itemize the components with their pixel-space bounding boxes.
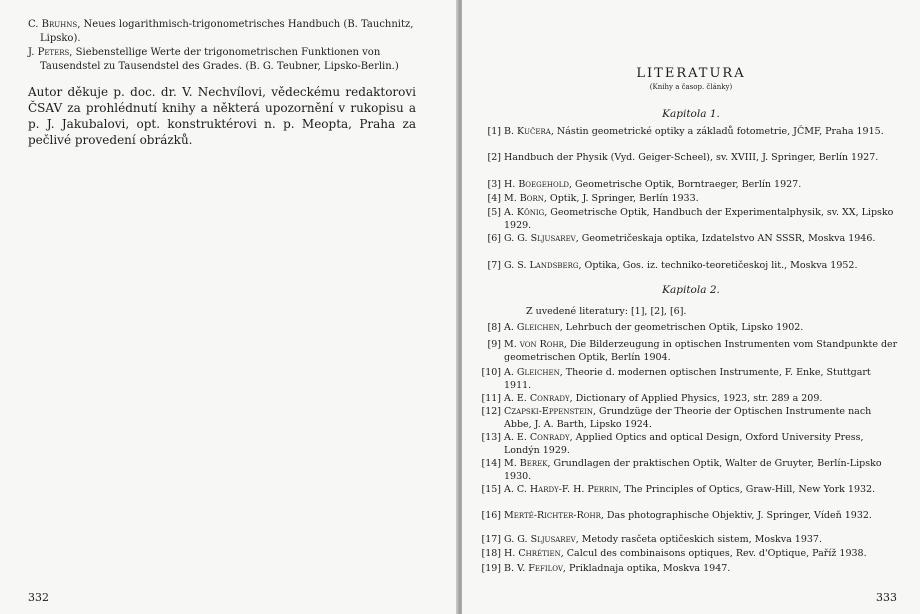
bibliography-item (481, 510, 900, 523)
bibliography-item (487, 322, 900, 335)
item-number: [5] (487, 207, 501, 218)
item-number: [6] (487, 233, 501, 244)
page-number-left: 332 (28, 591, 49, 604)
item-text: , Geometričeskaja optika, Izdatelstvo AN SSSR, Moskva 1946. (575, 233, 876, 244)
item-text: , Geometrische Optik, Handbuch der Experimentalphysik, sv. XX, Lipsko 1929. (504, 207, 894, 231)
bibliography-item (481, 484, 900, 497)
item-author: B. V. Fefilov (504, 563, 563, 574)
item-number: [13] (481, 432, 501, 443)
chapter-2-intro: Z uvedené literatury: [1], [2], [6]. (526, 306, 687, 317)
item-author: G. S. Landsberg (504, 260, 579, 271)
item-number: [4] (487, 193, 501, 204)
page-number-right: 333 (876, 591, 897, 604)
reference-text: , Neues logarithmisch-trigonometrisches Handbuch (B. Tauchnitz, Lipsko). (40, 19, 414, 44)
bibliography-title: LITERATURA (636, 66, 746, 81)
bibliography-item (481, 432, 900, 457)
item-text: , Geometrische Optik, Borntraeger, Berlín 1927. (568, 179, 802, 190)
item-author: M. Berek (504, 458, 548, 469)
item-number: [2] (487, 152, 501, 163)
item-author: A. E. Conrady (504, 393, 570, 404)
item-text: , Die Bilderzeugung in optischen Instrumenten vom Standpunkte der geometrischen Optik, Berlín 1904. (504, 339, 898, 363)
item-number: [8] (487, 322, 501, 333)
item-author: H. Boegehold (504, 179, 569, 190)
item-text: , Dictionary of Applied Physics, 1923, str. 289 a 209. (569, 393, 823, 404)
item-number: [9] (487, 339, 501, 350)
item-text: Handbuch der Physik (Vyd. Geiger-Scheel), sv. XVIII, J. Springer, Berlín 1927. (504, 152, 879, 163)
item-number: [19] (481, 563, 501, 574)
bibliography-item (481, 534, 900, 547)
item-author: A. Gleichen (504, 367, 560, 378)
item-text: , Das photographische Objektiv, J. Springer, Vídeň 1932. (600, 510, 872, 521)
item-text: , Theorie d. modernen optischen Instrumente, F. Enke, Stuttgart 1911. (504, 367, 871, 391)
reference-text: , Siebenstellige Werte der trigonometrischen Funktionen von Tausendstel zu Tausendstel des Grades. (B. G. Teubner, Lipsko-Berlin.) (40, 47, 399, 72)
item-number: [1] (487, 126, 501, 137)
item-author: G. G. Sljusarev (504, 233, 576, 244)
reference-author: J. Peters (28, 47, 70, 58)
item-text: , Nástin geometrické optiky a základů fotometrie, JČMF, Praha 1915. (550, 126, 884, 137)
bibliography-item (481, 563, 900, 576)
item-text: , Metody rasčeta optičeskich sistem, Moskva 1937. (575, 534, 822, 545)
bibliography-item (487, 152, 900, 165)
item-author: A. König (504, 207, 545, 218)
item-text: , Optik, J. Springer, Berlín 1933. (543, 193, 699, 204)
item-number: [14] (481, 458, 501, 469)
item-author: A. E. Conrady (504, 432, 570, 443)
bibliography-item (481, 393, 900, 406)
bibliography-item (487, 260, 900, 273)
item-number: [7] (487, 260, 501, 271)
reference-author: C. Bruhns (28, 19, 78, 30)
item-number: [12] (481, 406, 501, 417)
bibliography-item (487, 179, 900, 192)
item-text: , Grundzüge der Theorie der Optischen Instrumente nach Abbe, J. A. Barth, Lipsko 1924. (504, 406, 872, 430)
item-author: A. Gleichen (504, 322, 560, 333)
item-author: B. Kučera (504, 126, 551, 137)
bibliography-item (481, 548, 900, 561)
item-text: , Applied Optics and optical Design, Oxford University Press, Londýn 1929. (504, 432, 864, 456)
reference-bruhns (28, 18, 428, 46)
item-text: , Grundlagen der praktischen Optik, Walter de Gruyter, Berlín-Lipsko 1930. (504, 458, 882, 482)
item-author: Merté-Richter-Rohr (504, 510, 601, 521)
bibliography-item (481, 367, 900, 392)
item-text: , Prikladnaja optika, Moskva 1947. (562, 563, 731, 574)
item-author: M. von Rohr (504, 339, 564, 350)
bibliography-item (487, 207, 900, 232)
bibliography-item (487, 193, 900, 206)
item-author: G. G. Sljusarev (504, 534, 576, 545)
item-number: [11] (481, 393, 501, 404)
item-author: H. Chrétien (504, 548, 561, 559)
item-author: A. C. Hardy-F. H. Perrin (504, 484, 619, 495)
item-text: , Calcul des combinaisons optiques, Rev. d'Optique, Paříž 1938. (560, 548, 867, 559)
bibliography-item (487, 126, 900, 139)
bibliography-item (487, 233, 900, 246)
bibliography-item (487, 339, 900, 364)
bibliography-subtitle: (Knihy a časop. články) (649, 83, 733, 91)
bibliography-item (481, 406, 900, 431)
item-number: [15] (481, 484, 501, 495)
item-text: , Lehrbuch der geometrischen Optik, Lipsko 1902. (559, 322, 804, 333)
item-text: , Optika, Gos. iz. techniko-teoretičeskoj lit., Moskva 1952. (578, 260, 858, 271)
right-page (462, 0, 920, 614)
left-page (0, 0, 458, 614)
acknowledgement: Autor děkuje p. doc. dr. V. Nechvílovi, vědeckému redaktorovi ČSAV za prohlédnutí knihy a některá upozornění v rukopisu a p. J. Jakubalovi, opt. konstruktérovi n. p. Meopta, Praha za pečlivé provedení obrázků. (28, 85, 416, 147)
item-text: , The Principles of Optics, Graw-Hill, New York 1932. (618, 484, 876, 495)
item-number: [16] (481, 510, 501, 521)
item-author: M. Born (504, 193, 544, 204)
bibliography-item (481, 458, 900, 483)
item-number: [18] (481, 548, 501, 559)
item-number: [10] (481, 367, 501, 378)
chapter-1-heading: Kapitola 1. (662, 108, 720, 120)
chapter-2-heading: Kapitola 2. (662, 284, 720, 296)
reference-peters (28, 46, 428, 74)
item-number: [17] (481, 534, 501, 545)
item-number: [3] (487, 179, 501, 190)
item-author: Czapski-Eppenstein (504, 406, 593, 417)
